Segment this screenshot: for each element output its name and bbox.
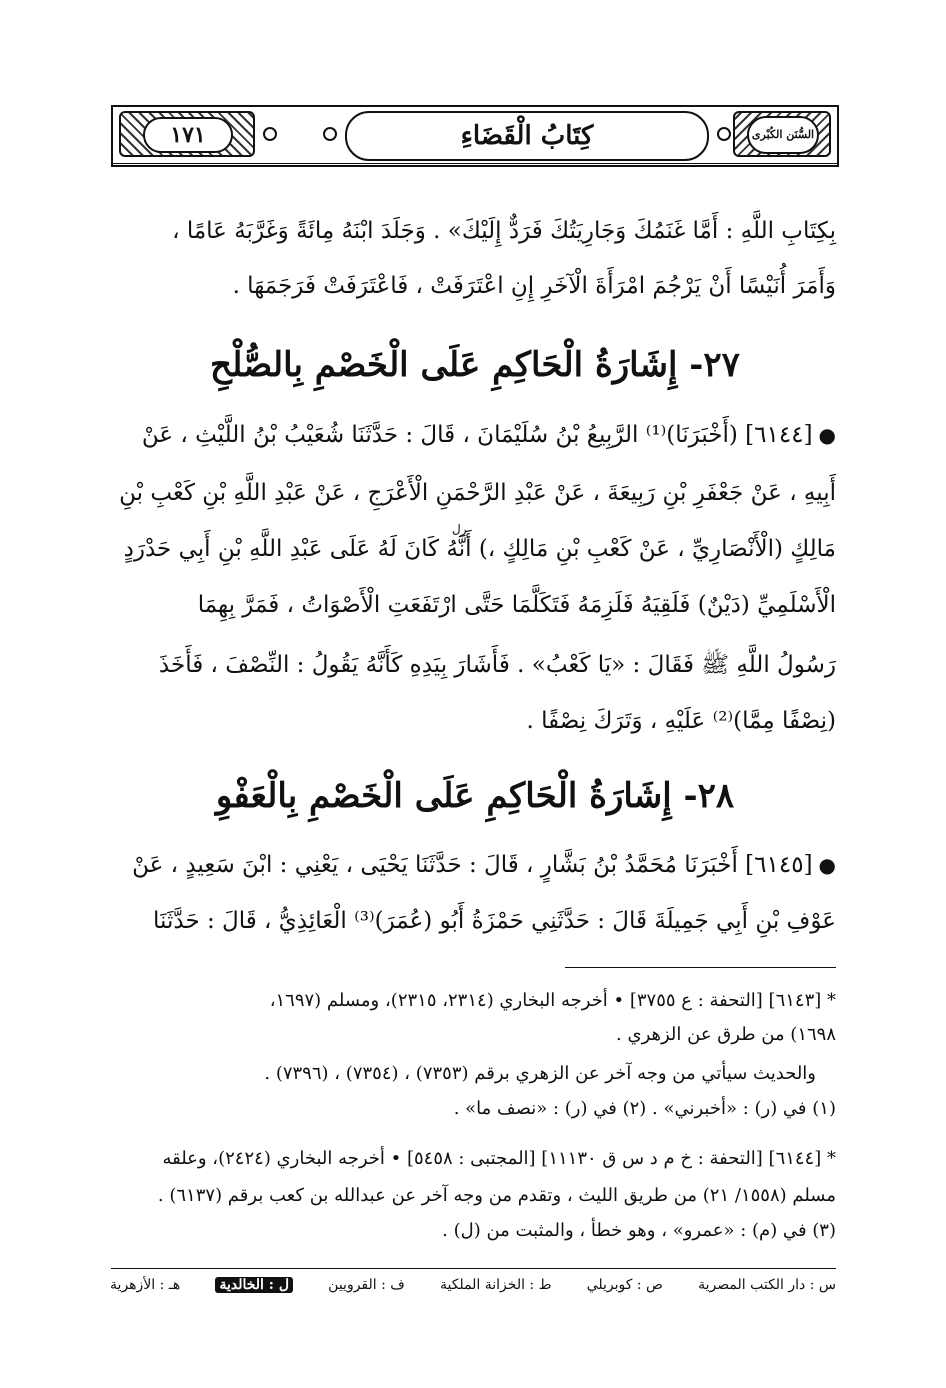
ornament-dot bbox=[717, 127, 731, 141]
hadith-line: أَبِيهِ ، عَنْ جَعْفَرِ بْنِ رَبِيعَةَ ، عَنْ عَبْدِ الرَّحْمَنِ الْأَعْرَجِ ، عَنْ عَبْدِ اللَّهِ بْنِ كَعْبِ بْنِ bbox=[119, 480, 836, 506]
footnote-line: مسلم (١٥٥٨/ ٢١) من طريق الليث ، وتقدم من وجه آخر عن عبدالله بن كعب برقم (٦١٣٧) . bbox=[157, 1185, 836, 1206]
legend-item: هـ : الأزهرية bbox=[110, 1277, 181, 1293]
margin-note: رل bbox=[452, 522, 467, 536]
text-line: وَأَمَرَ أُنَيْسًا أَنْ يَرْجُمَ امْرَأَةَ الْآخَرِ إِنِ اعْتَرَفَتْ ، فَاعْتَرَفَتْ فَرَجَمَهَا . bbox=[232, 273, 836, 299]
ornament-dot bbox=[323, 127, 337, 141]
hadith-text: [٦١٤٤] (أَخْبَرَنَا)⁽¹⁾ الرَّبِيعُ بْنُ سُلَيْمَانَ ، قَالَ : حَدَّثَنَا شُعَيْبُ بْنُ اللَّيْثِ ، عَنْ bbox=[141, 422, 813, 448]
page-number-frame bbox=[119, 111, 255, 157]
text-line: بِكِتَابِ اللَّهِ : أَمَّا غَنَمُكَ وَجَارِيَتُكَ فَرَدٌّ إِلَيْكَ» . وَجَلَدَ ابْنَهُ مِائَةً وَغَرَّبَهُ عَامًا ، bbox=[172, 218, 836, 244]
bullet-icon: ● bbox=[818, 423, 836, 447]
hadith-line: عَوْفِ بْنِ أَبِي جَمِيلَةَ قَالَ : حَدَّثَنِي حَمْزَةُ أَبُو (عُمَرَ)⁽³⁾ الْعَائِذِيُّ ، قَالَ : حَدَّثَنَا bbox=[153, 908, 836, 934]
footnote-line: * [٦١٤٣] [التحفة : ع ٣٧٥٥] • أخرجه البخاري (٢٣١٤، ٢٣١٥)، ومسلم (١٦٩٧، bbox=[269, 990, 836, 1011]
book-title-frame bbox=[345, 111, 709, 161]
hadith-line: (نِصْفًا مِمَّا)⁽²⁾ عَلَيْهِ ، وَتَرَكَ نِصْفًا . bbox=[526, 708, 836, 734]
legend-separator bbox=[111, 1268, 836, 1269]
logo-frame bbox=[733, 111, 831, 157]
hadith-text: [٦١٤٥] أَخْبَرَنَا مُحَمَّدُ بْنُ بَشَّارٍ ، قَالَ : حَدَّثَنَا يَحْيَى ، يَعْنِي : ابْنَ سَعِيدٍ ، عَنْ bbox=[132, 852, 813, 878]
hadith-line: مَالِكٍ (الْأَنْصَارِيِّ ، عَنْ كَعْبِ بْنِ مَالِكٍ ،) أَنَّهُ كَانَ لَهُ عَلَى عَبْدِ اللَّهِ بْنِ أَبِي حَدْرَدٍ bbox=[123, 536, 836, 562]
section-heading-27: ٢٧- إِشَارَةُ الْحَاكِمِ عَلَى الْخَصْمِ بِالصُّلْحِ bbox=[210, 345, 740, 385]
footnote-line: * [٦١٤٤] [التحفة : خ م د س ق ١١١٣٠] [المجتبى : ٥٤٥٨] • أخرجه البخاري (٢٤٢٤)، وعلقه bbox=[162, 1148, 836, 1169]
hadith-line bbox=[110, 422, 836, 448]
ornament-dot bbox=[263, 127, 277, 141]
header-rule bbox=[113, 163, 837, 164]
book-title: كِتَابُ الْقَضَاءِ bbox=[460, 121, 594, 151]
legend-item: س : دار الكتب المصرية bbox=[698, 1277, 836, 1293]
legend-item: ف : القرويين bbox=[328, 1277, 405, 1293]
footnote-line: (٣) في (م) : «عمرو» ، وهو خطأ ، والمثبت من (ل) . bbox=[442, 1220, 836, 1241]
logo: السُّنَن الكُبْرى bbox=[747, 116, 819, 154]
manuscript-legend bbox=[110, 1277, 836, 1293]
section-heading-28: ٢٨- إِشَارَةُ الْحَاكِمِ عَلَى الْخَصْمِ بِالْعَفْوِ bbox=[215, 776, 735, 816]
page-header bbox=[111, 105, 839, 167]
footnote-line: (١) في (ر) : «أخبرني» . (٢) في (ر) : «نصف ما» . bbox=[453, 1098, 836, 1119]
hadith-line: رَسُولُ اللَّهِ ﷺ فَقَالَ : «يَا كَعْبُ» . فَأَشَارَ بِيَدِهِ كَأَنَّهُ يَقُولُ : النِّصْفَ ، فَأَخَذَ bbox=[158, 652, 836, 678]
hadith-line: الْأَسْلَمِيِّ (دَيْنٌ) فَلَقِيَهُ فَلَزِمَهُ فَتَكَلَّمَا حَتَّى ارْتَفَعَتِ الْأَصْوَاتُ ، فَمَرَّ بِهِمَا bbox=[197, 592, 836, 618]
footnote-line: والحديث سيأتي من وجه آخر عن الزهري برقم (٧٣٥٣) ، (٧٣٥٤) ، (٧٣٩٦) . bbox=[264, 1063, 816, 1084]
footnote-line: ١٦٩٨) من طرق عن الزهري . bbox=[616, 1024, 836, 1045]
bullet-icon: ● bbox=[818, 853, 836, 877]
footnote-separator bbox=[565, 967, 836, 968]
hadith-line bbox=[110, 852, 836, 878]
legend-item: ص : كوبريلي bbox=[586, 1277, 663, 1293]
legend-item-highlighted: ل : الخالدية bbox=[215, 1277, 293, 1293]
page-number: ١٧١ bbox=[143, 117, 233, 153]
legend-item: ط : الخزانة الملكية bbox=[439, 1277, 552, 1293]
